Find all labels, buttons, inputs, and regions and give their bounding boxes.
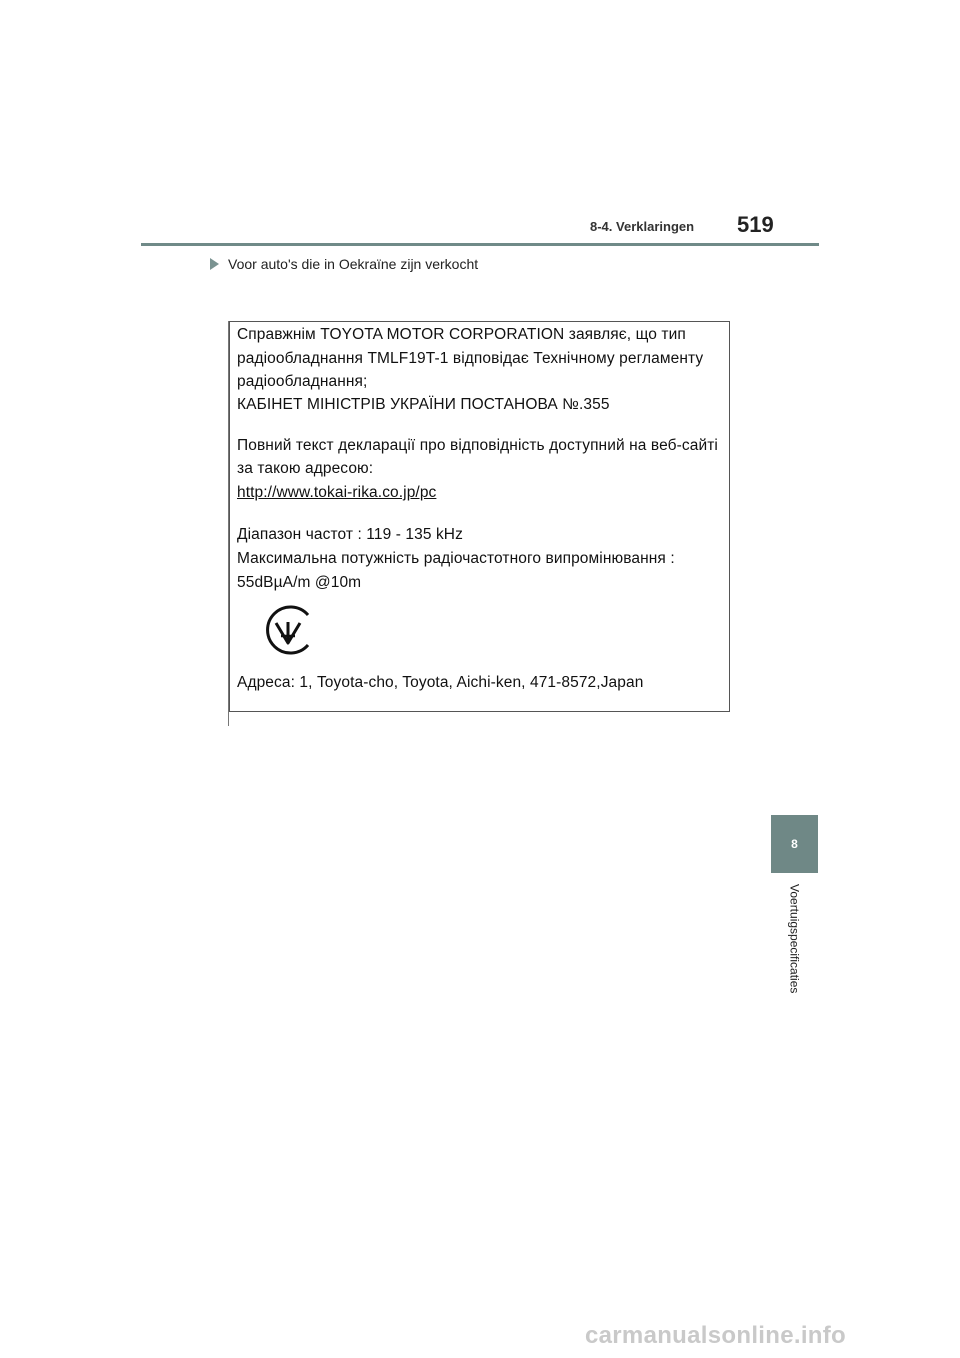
declaration-line: КАБІНЕТ МІНІСТРІВ УКРАЇНИ ПОСТАНОВА №.355 (237, 396, 610, 413)
section-title: 8-4. Verklaringen (590, 219, 695, 234)
chapter-number: 8 (791, 837, 798, 851)
declaration-line: Максимальна потужність радіочастотного випромінювання : (237, 550, 675, 567)
chapter-title-text: Voertuigspecificaties (787, 884, 802, 994)
declaration-line: за такою адресою: (237, 460, 374, 477)
header-divider (141, 243, 819, 246)
declaration-line: Справжнім TOYOTA MOTOR CORPORATION заявляє, що тип (237, 326, 686, 343)
declaration-line: Діапазон частот : 119 - 135 kHz (237, 526, 463, 543)
declaration-line: 55dBµA/m @10m (237, 574, 362, 591)
intro-text: Voor auto's die in Oekraïne zijn verkocht (228, 256, 479, 272)
declaration-url-link[interactable]: http://www.tokai-rika.co.jp/pc (237, 484, 437, 501)
ukrainian-conformity-mark-icon (261, 603, 315, 657)
intro-bullet (210, 256, 478, 272)
chapter-tab[interactable] (771, 815, 818, 873)
page-number: 519 (737, 212, 774, 237)
declaration-address: Адреса: 1, Toyota-cho, Toyota, Aichi-ken, 471-8572,Japan (237, 674, 644, 691)
watermark: carmanualsonline.info (585, 1322, 847, 1349)
chapter-title (771, 884, 818, 1014)
declaration-line: Повний текст декларації про відповідність доступний на веб-сайті (237, 437, 718, 454)
bullet-arrow-icon (210, 258, 219, 270)
declaration-line: радіообладнання; (237, 373, 368, 390)
declaration-line: радіообладнання TMLF19T-1 відповідає Технічному регламенту (237, 350, 704, 367)
